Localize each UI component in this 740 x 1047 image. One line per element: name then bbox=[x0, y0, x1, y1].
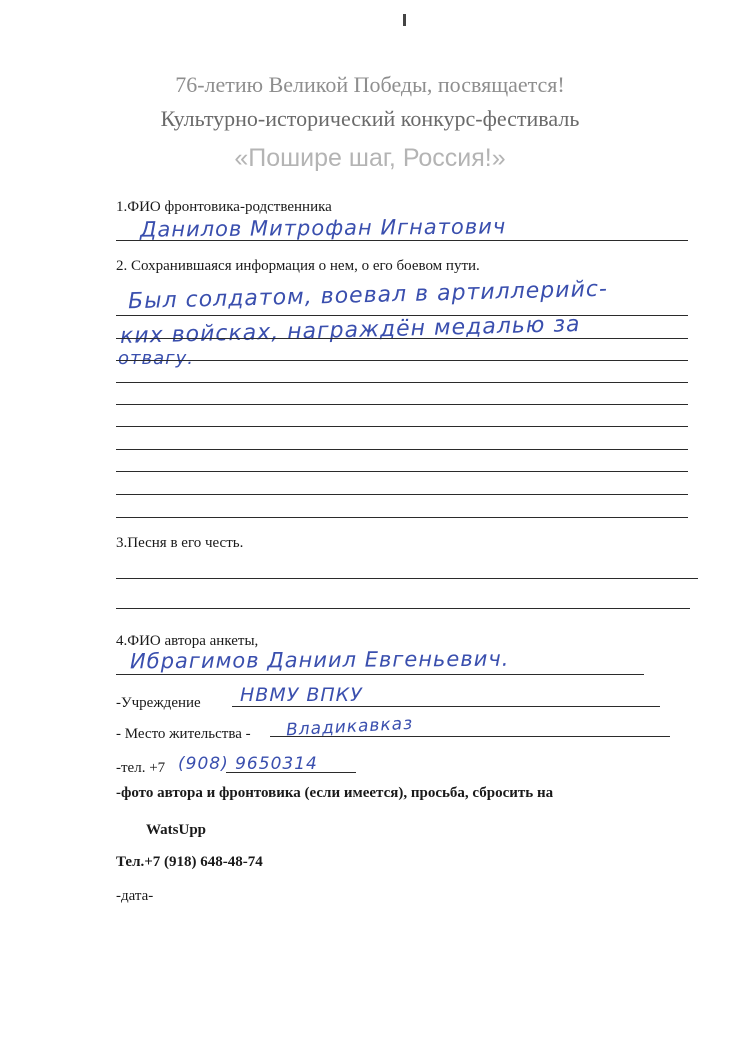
header-festival-title: Культурно-исторический конкурс-фестиваль bbox=[160, 106, 580, 131]
q2-line-4 bbox=[116, 382, 688, 383]
q4-label: 4.ФИО автора анкеты, bbox=[116, 633, 259, 649]
scan-mark bbox=[403, 14, 406, 26]
q3-line-1 bbox=[116, 578, 698, 579]
q3-label: 3.Песня в его честь. bbox=[116, 535, 244, 551]
q1-answer[interactable]: Данилов Митрофан Игнатович bbox=[139, 214, 507, 242]
q2-line-8 bbox=[116, 471, 688, 472]
q3-line-2 bbox=[116, 608, 690, 609]
q2-answer-line-3[interactable]: отвагу. bbox=[118, 348, 194, 369]
phone-line bbox=[226, 772, 356, 773]
phone-answer[interactable]: (908) 9650314 bbox=[178, 754, 318, 774]
date-label: -дата- bbox=[116, 888, 154, 904]
institution-answer[interactable]: НВМУ ВПКУ bbox=[240, 684, 363, 706]
q2-line-1 bbox=[116, 315, 688, 316]
photo-request-note: -фото автора и фронтовика (если имеется), просьба, сбросить на bbox=[116, 785, 554, 801]
residence-answer[interactable]: Владикавказ bbox=[285, 713, 414, 741]
q2-line-9 bbox=[116, 494, 688, 495]
header-dedication: 76-летию Великой Победы, посвящается! bbox=[175, 72, 565, 97]
q2-line-6 bbox=[116, 426, 688, 427]
q2-line-10 bbox=[116, 517, 688, 518]
q1-label: 1.ФИО фронтовика-родственника bbox=[116, 199, 332, 215]
institution-label: -Учреждение bbox=[116, 695, 201, 711]
residence-label: - Место жительства - bbox=[116, 726, 251, 742]
whatsapp-label: WatsUpp bbox=[146, 822, 207, 838]
q2-line-3 bbox=[116, 360, 688, 361]
institution-line bbox=[232, 706, 660, 707]
q2-answer-line-1[interactable]: Был солдатом, воевал в артиллерийс- bbox=[127, 276, 609, 315]
header-slogan: «Пошире шаг, Россия!» bbox=[234, 144, 506, 172]
contact-phone: Тел.+7 (918) 648-48-74 bbox=[116, 854, 263, 870]
q1-answer-line bbox=[116, 240, 688, 241]
q2-label: 2. Сохранившаяся информация о нем, о его боевом пути. bbox=[116, 258, 480, 274]
q2-line-2 bbox=[116, 338, 688, 339]
q2-line-5 bbox=[116, 404, 688, 405]
q4-answer[interactable]: Ибрагимов Даниил Евгеньевич. bbox=[129, 646, 510, 674]
residence-line bbox=[270, 736, 670, 737]
q4-answer-line bbox=[116, 674, 644, 675]
q2-line-7 bbox=[116, 449, 688, 450]
phone-label: -тел. +7 bbox=[116, 760, 166, 776]
q2-answer-line-2[interactable]: ких войсках, награждён медалью за bbox=[119, 311, 581, 350]
